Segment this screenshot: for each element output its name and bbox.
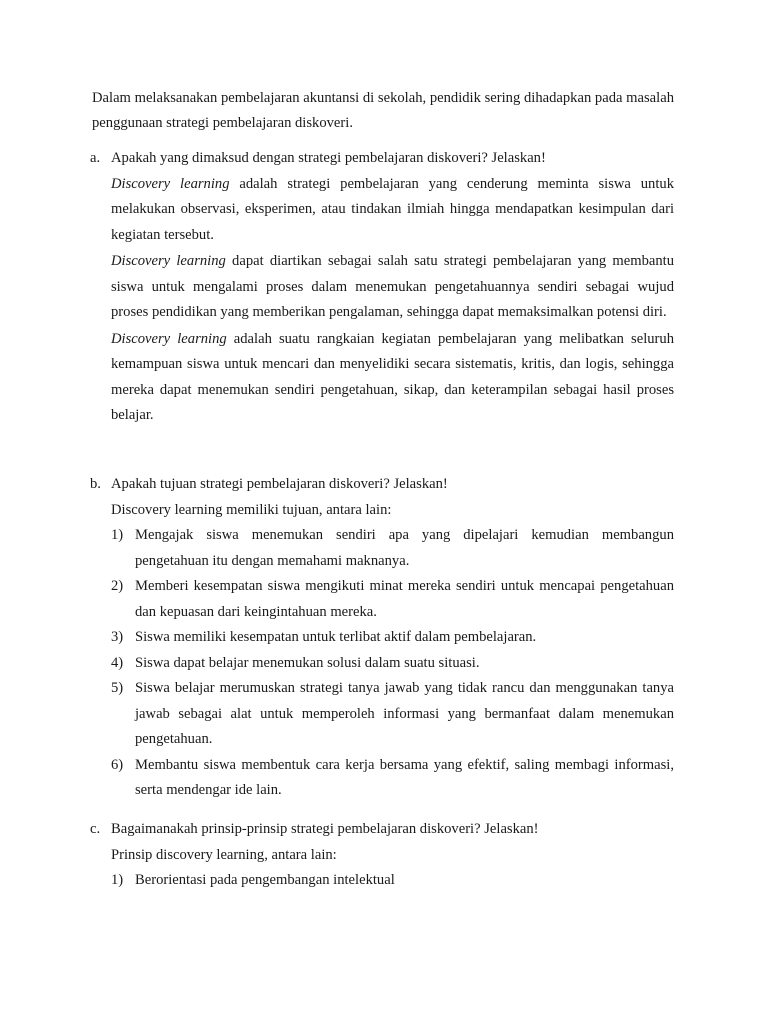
intro-paragraph: Dalam melaksanakan pembelajaran akuntansi di sekolah, pendidik sering dihadapkan pada masalah penggunaan strategi pembelajaran diskoveri. xyxy=(92,90,674,131)
item-text: Siswa belajar merumuskan strategi tanya jawab yang tidak rancu dan menggunakan tanya jawab sebagai alat untuk memperoleh informasi yang bermanfaat dalam menemukan pengetahuan. xyxy=(135,680,674,747)
item-number: 4) xyxy=(111,654,124,671)
answer-paragraph xyxy=(111,249,674,326)
item-text: Mengajak siswa menemukan sendiri apa yang dipelajari kemudian membangun pengetahuan itu dengan memahami maknanya. xyxy=(135,527,674,569)
item-number: 2) xyxy=(111,578,124,594)
list-item xyxy=(111,523,674,574)
answer-paragraph xyxy=(111,327,674,429)
item-text: Siswa dapat belajar menemukan solusi dalam suatu situasi. xyxy=(135,654,480,671)
item-number: 1) xyxy=(111,527,124,543)
list-item xyxy=(111,868,674,894)
list-item xyxy=(111,676,674,753)
item-number: 1) xyxy=(111,872,124,888)
item-number: 3) xyxy=(111,629,124,645)
answer-lead: Prinsip discovery learning, antara lain: xyxy=(111,846,337,863)
list-item xyxy=(111,651,674,677)
item-text: Siswa memiliki kesempatan untuk terlibat aktif dalam pembelajaran. xyxy=(135,629,537,645)
list-item xyxy=(111,625,674,651)
paragraph-text: adalah suatu rangkaian kegiatan pembelajaran yang melibatkan seluruh kemampuan siswa untuk mencari dan menyelidiki secara sistematis, kritis, dan logis, sehingga mereka dapat menemukan sendiri pengetahuan, sikap, dan keterampilan sebagai hasil proses belajar. xyxy=(111,330,674,423)
question-text: Apakah yang dimaksud dengan strategi pembelajaran diskoveri? Jelaskan! xyxy=(111,150,546,166)
question-b xyxy=(90,472,674,498)
item-number: 6) xyxy=(111,756,124,773)
answer-b xyxy=(111,498,674,804)
paragraph-text: dapat diartikan sebagai salah satu strategi pembelajaran yang membantu siswa untuk mengalami proses dalam menemukan pengetahuannya sendiri sebagai wujud proses pendidikan yang memberikan pengalaman, sehingga dapat memaksimalkan potensi diri. xyxy=(111,253,674,320)
principle-list xyxy=(111,868,674,894)
section-b xyxy=(90,472,674,804)
objective-list xyxy=(111,523,674,804)
item-text: Memberi kesempatan siswa mengikuti minat mereka sendiri untuk mencapai pengetahuan dan kepuasan dari keingintahuan mereka. xyxy=(135,578,674,620)
answer-paragraph xyxy=(111,172,674,249)
question-letter: b. xyxy=(90,476,101,492)
term: Discovery learning xyxy=(111,175,230,192)
question-letter: a. xyxy=(90,150,101,166)
question-c xyxy=(90,817,674,843)
question-text: Bagaimanakah prinsip-prinsip strategi pembelajaran diskoveri? Jelaskan! xyxy=(111,821,539,837)
answer-c xyxy=(111,843,674,894)
term: Discovery learning xyxy=(111,253,226,269)
item-number: 5) xyxy=(111,680,124,696)
question-letter: c. xyxy=(90,821,101,837)
answer-a xyxy=(111,172,674,429)
term: Discovery learning xyxy=(111,330,227,347)
question-a xyxy=(90,146,674,172)
section-c xyxy=(90,817,674,894)
item-text: Membantu siswa membentuk cara kerja bersama yang efektif, saling membagi informasi, serta mendengar ide lain. xyxy=(135,756,674,798)
section-a xyxy=(90,146,674,430)
list-item xyxy=(111,574,674,625)
list-item xyxy=(111,753,674,804)
question-text: Apakah tujuan strategi pembelajaran diskoveri? Jelaskan! xyxy=(111,476,448,492)
item-text: Berorientasi pada pengembangan intelektual xyxy=(135,872,395,888)
paragraph-text: adalah strategi pembelajaran yang cenderung meminta siswa untuk melakukan observasi, eksperimen, atau tindakan ilmiah hingga mendapatkan kesimpulan dari kegiatan tersebut. xyxy=(111,175,675,243)
answer-lead: Discovery learning memiliki tujuan, antara lain: xyxy=(111,501,392,518)
